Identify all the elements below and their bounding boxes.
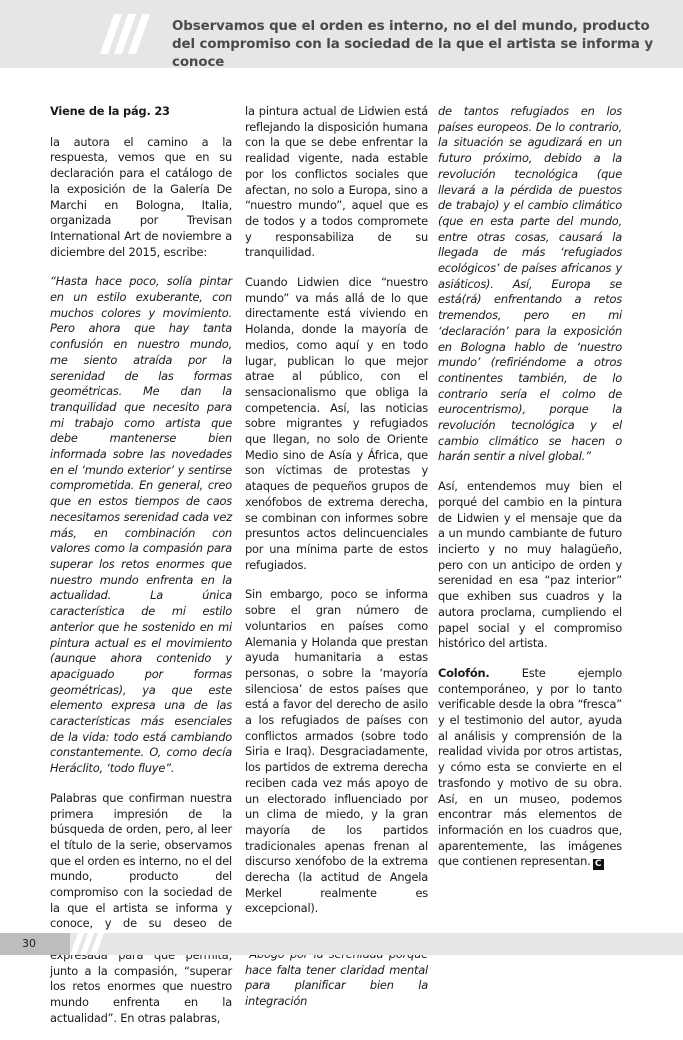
paragraph: la pintura actual de Lidwien está reflejando la disposición humana con la que se debe enfrentar la realidad vigente, nada estable por los conflictos sociales que afectan, no solo a Europa, sino a “nuestro mundo”, aquel que es de todos y a todos compromete y responsabiliza de su tranquilidad. bbox=[245, 104, 428, 260]
page-title: Observamos que el orden es interno, no el del mundo, producto del compromiso con la sociedad de la que el artista se informa y conoce bbox=[172, 19, 653, 70]
end-of-article-icon: C bbox=[593, 859, 604, 870]
header-stripes-decoration bbox=[100, 14, 160, 54]
continued-from-label: Viene de la pág. 23 bbox=[50, 104, 170, 118]
text-column-1 bbox=[50, 104, 232, 1040]
paragraph: Cuando Lidwien dice “nuestro mundo” va más allá de lo que directamente está viviendo en Holanda, donde la mayoría de medios, como aquí y en todo lugar, publican lo que mejor atrae al público, con el sensacionalismo que obliga la competencia. Así, las noticias sobre migrantes y refugiados que llegan, no solo de Oriente Medio sino de Asía y África, que son víctimas de protestas y ataques de pequeños grupos de xenófobos de extrema derecha, se combinan con informes sobre presuntos actos delincuenciales por una mínima parte de estos refugiados. bbox=[245, 275, 428, 572]
paragraph: Así, entendemos muy bien el porqué del cambio en la pintura de Lidwien y el mensaje que da a un mundo cambiante de futuro incierto y no muy halagüeño, pero con un anticipo de orden y serenidad en esa “paz interior” que exhiben sus cuadros y la autora proclama, cumpliendo el papel social y el compromiso histórico del artista. bbox=[438, 479, 622, 651]
colofon-text: Este ejemplo contemporáneo, y por lo tanto verificable desde la obra “fresca” y el testimonio del autor, ayuda al análisis y comprensión de la realidad vivida por otros artistas, y cómo esta se convierte en el trasfondo y motivo de su obra. Así, en un museo, podemos encontrar más elementos de información en los cuadros que, aparentemente, las imágenes que contienen representan. bbox=[438, 665, 622, 869]
paragraph: Sin embargo, poco se informa sobre el gran número de voluntarios en países como Alemania y Holanda que prestan ayuda humanitaria a estas personas, o sobre la ‘mayoría silenciosa’ de estos países que está a favor del derecho de asilo a los refugiados de países con conflictos armados (sobre todo Siria e Iraq). Desgraciadamente, los partidos de extrema derecha reciben cada vez más apoyo de un electorado influenciado por un clima de miedo, y la gran mayoría de los partidos tradicionales apenas frenan al discurso xenófobo de la extrema derecha (la actitud de Angela Merkel realmente es excepcional). bbox=[245, 587, 428, 916]
page-header bbox=[0, 0, 683, 68]
quote-paragraph: “Hasta hace poco, solía pintar en un estilo exuberante, con muchos colores y movimiento. Pero ahora que hay tanta confusión en nuestro mundo, me siento atraída por la serenidad de las formas geométricas. Me dan la tranquilidad que necesito para mi trabajo como artista que debe mantenerse bien informada sobre las novedades en el ‘mundo exterior’ y sentirse comprometida. En general, creo que en estos tiempos de caos necesitamos serenidad cada vez más, en combinación con valores como la compasión para superar los retos enormes que nuestro mundo enfrenta en la actualidad. La única característica de mi estilo anterior que he sostenido en mi pintura actual es el movimiento (aunque ahora contenido y apaciguado por formas geométricas), ya que este elemento expresa una de las características más esenciales de la vida: todo está cambiando constantemente. O, como decía Heráclito, ‘todo fluye”. bbox=[50, 274, 232, 776]
text-column-3 bbox=[438, 104, 622, 884]
footer-stripes-decoration bbox=[70, 933, 110, 955]
paragraph bbox=[438, 666, 622, 870]
text-column-2 bbox=[245, 104, 428, 1024]
colofon-label: Colofón. bbox=[438, 665, 490, 680]
page-footer bbox=[0, 930, 683, 964]
paragraph: la autora el camino a la respuesta, vemos que en su declaración para el catálogo de la exposición de la Galería De Marchi en Bologna, Italia, organizada por Trevisan International Art de noviembre a diciembre del 2015, escribe: bbox=[50, 134, 232, 259]
page-number: 30 bbox=[0, 933, 70, 955]
quote-paragraph: de tantos refugiados en los países europeos. De lo contrario, la situación se agudizará en un futuro próximo, debido a la revolución tecnológica (que llevará a la pérdida de puestos de trabajo) y el cambio climático (que en esta parte del mundo, entre otras cosas, causará la llegada de más ‘refugiados ecológicos’ de países africanos y asiáticos). Así, Europa se está(rá) enfrentando a retos tremendos, pero en mi ‘declaración’ para la exposición en Bologna hablo de ‘nuestro mundo’ (refiriéndome a otros continentes también, de lo contrario sería el colmo de eurocentrismo), porque la revolución tecnológica y el cambio climático se hacen o harán sentir a nivel global.” bbox=[438, 104, 622, 464]
quote-text: hace falta tener claridad mental para planificar bien la integración bbox=[245, 962, 428, 1008]
paragraph: Palabras que confirman nuestra primera impresión de la búsqueda de orden, pero, al leer el título de la serie, observamos que el orden es interno, no el del mundo, producto del compromiso con la sociedad de la que el artista se informa y conoce, y de su deseo de junto a la compasión, “superar los retos enormes que nuestro mundo enfrenta en la actualidad”. En otras palabras, bbox=[50, 790, 232, 1025]
